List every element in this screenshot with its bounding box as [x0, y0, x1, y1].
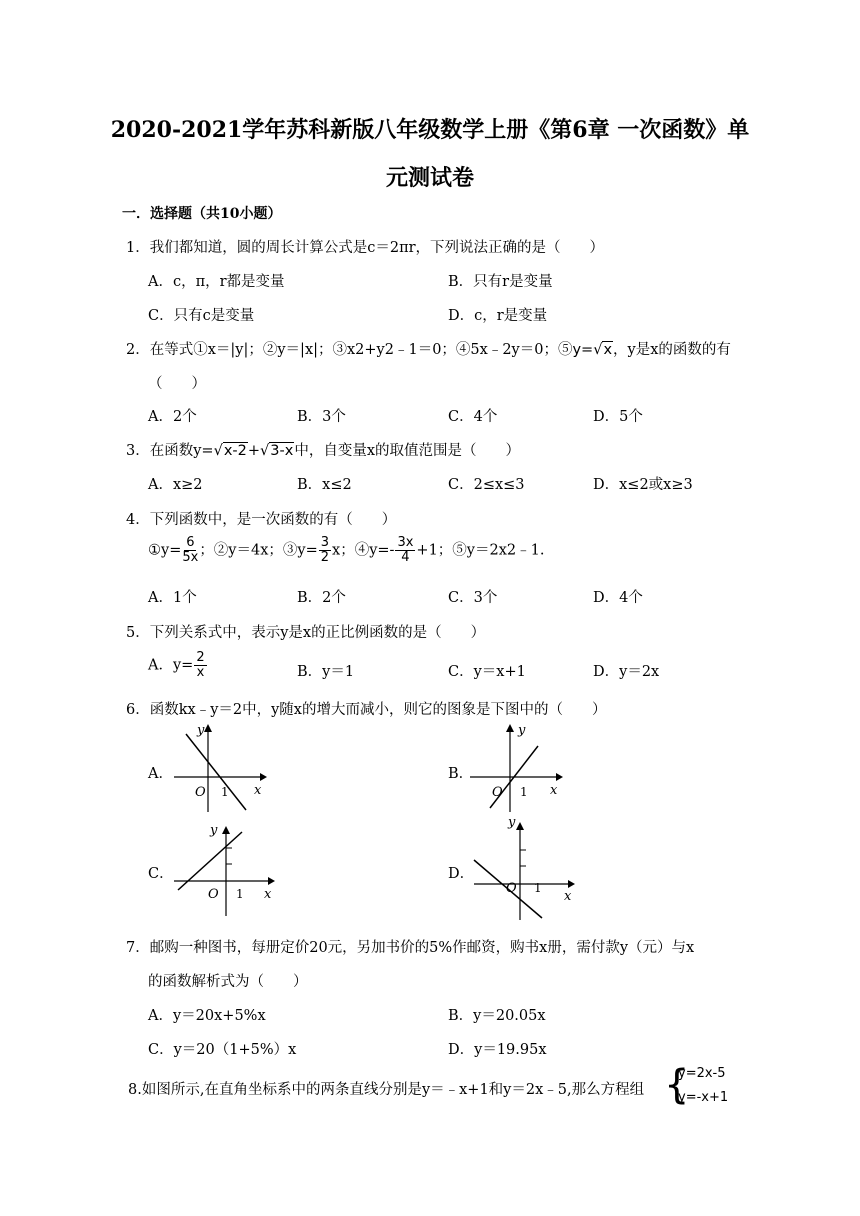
question-7-stem-line2: 的函数解析式为（ ）: [148, 974, 308, 990]
numerator: 2: [196, 650, 205, 665]
question-2-stem-part1: 2．在等式①x＝|y|；②y＝|x|；③x2+y2﹣1＝0；④5x﹣2y＝0；⑤: [126, 342, 573, 358]
question-4-option-a: A．1个: [148, 590, 197, 606]
page-title-line1: 2020-2021学年苏科新版八年级数学上册《第6章 一次函数》单: [110, 117, 750, 143]
option-a-prefix: A．y=: [148, 657, 194, 674]
equation-1: y=2x-5: [678, 1066, 726, 1081]
equation-2: y=-x+1: [678, 1090, 729, 1105]
denominator: 2: [320, 550, 330, 565]
question-3-stem-part1: 3．在函数y=: [126, 443, 214, 459]
formula-2: ；②y＝4x；③y=: [199, 542, 318, 559]
question-5-option-b: B．y＝1: [297, 664, 355, 680]
tick-label: 1: [236, 887, 244, 901]
origin-label: O: [195, 785, 206, 800]
question-1-option-a: A．c，π，r都是变量: [148, 274, 285, 290]
question-1-option-b: B．只有r是变量: [448, 274, 553, 290]
question-4-formulas: [148, 536, 544, 565]
question-2-option-d: D．5个: [593, 409, 643, 425]
question-6-graph-a: [172, 722, 267, 814]
question-2-stem-part2: ，y是x的函数的有: [613, 342, 731, 358]
sqrt-symbol-2: √3-x: [260, 443, 294, 459]
question-6-graph-d: [468, 812, 578, 922]
y-axis-label: y: [210, 823, 218, 838]
question-4-option-b: B．2个: [297, 590, 346, 606]
question-2-option-a: A．2个: [148, 409, 197, 425]
tick-label: 1: [221, 785, 229, 799]
formula-3-suffix: x；④y=-: [332, 542, 395, 559]
question-6-option-d-label: D．: [448, 866, 475, 882]
question-7-option-c: C．y＝20（1+5%）x: [148, 1042, 297, 1058]
tick-label: 1: [534, 881, 542, 895]
question-7-option-b: B．y＝20.05x: [448, 1008, 546, 1024]
fraction-3x-over-4: [395, 536, 415, 565]
y-axis-label: y: [518, 723, 526, 738]
formula-y-equals: y=: [572, 342, 594, 358]
denominator: x: [196, 665, 205, 680]
radicand: x: [603, 342, 613, 358]
x-axis-label: x: [564, 889, 572, 904]
sqrt-formula: [572, 342, 613, 358]
question-6-graph-b: [468, 722, 563, 814]
question-7-option-a: A．y＝20x+5%x: [148, 1008, 266, 1024]
question-2-option-c: C．4个: [448, 409, 498, 425]
plus-sign: +: [247, 443, 261, 459]
question-6-option-b-label: B．: [448, 766, 474, 782]
origin-label: O: [506, 881, 517, 896]
tick-label: 1: [520, 785, 528, 799]
question-3-option-c: C．2≤x≤3: [448, 477, 525, 493]
question-3-option-b: B．x≤2: [297, 477, 352, 493]
question-3-stem: [126, 439, 520, 460]
question-5-stem: 5．下列关系式中，表示y是x的正比例函数的是（ ）: [126, 625, 486, 641]
denominator: 5x: [182, 550, 199, 565]
numerator: 3: [320, 535, 330, 550]
question-2-option-b: B．3个: [297, 409, 346, 425]
question-1-option-c: C．只有c是变量: [148, 308, 255, 324]
sqrt-symbol: √x: [593, 342, 613, 358]
question-3-option-d: D．x≤2或x≥3: [593, 477, 693, 493]
fraction-3-over-2: [319, 536, 331, 565]
question-3-stem-part2: 中，自变量x的取值范围是（ ）: [294, 443, 521, 459]
brace-symbol: {: [664, 1062, 690, 1108]
question-6-option-a-label: A．: [148, 766, 173, 782]
question-2-stem: [126, 338, 731, 359]
question-6-option-c-label: C．: [148, 866, 174, 882]
formula-1-prefix: ①y=: [148, 542, 182, 559]
question-3-option-a: A．x≥2: [148, 477, 203, 493]
question-5-option-c: C．y＝x+1: [448, 664, 526, 680]
question-1-option-d: D．c，r是变量: [448, 308, 548, 324]
y-axis-label: y: [508, 815, 516, 830]
question-7-stem-line1: 7．邮购一种图书，每册定价20元，另加书价的5%作邮资，购书x册，需付款y（元）与x: [126, 940, 695, 956]
formula-4-suffix: +1；⑤y＝2x2﹣1.: [416, 542, 545, 559]
numerator: 6: [186, 535, 195, 550]
denominator: 4: [401, 550, 410, 565]
question-8-stem: 8.如图所示,在直角坐标系中的两条直线分别是y＝﹣x+1和y＝2x﹣5,那么方程组: [128, 1082, 645, 1098]
question-4-option-d: D．4个: [593, 590, 643, 606]
question-4-option-c: C．3个: [448, 590, 498, 606]
numerator: 3x: [397, 535, 414, 550]
y-axis-label: y: [197, 723, 205, 738]
question-5-option-d: D．y＝2x: [593, 664, 660, 680]
fraction-2-over-x: [194, 651, 206, 680]
radicand-1: x-2: [223, 443, 247, 459]
sqrt-symbol-1: √x-2: [213, 443, 247, 459]
x-axis-label: x: [254, 783, 262, 798]
section-heading: 一．选择题（共10小题）: [122, 206, 282, 222]
page-title-line2: 元测试卷: [385, 165, 474, 191]
question-6-graph-c: [172, 818, 277, 918]
question-7-option-d: D．y＝19.95x: [448, 1042, 547, 1058]
fraction-6-over-5x: [182, 536, 198, 565]
question-4-stem: 4．下列函数中，是一次函数的有（ ）: [126, 512, 397, 528]
x-axis-label: x: [550, 783, 558, 798]
question-1-stem: 1．我们都知道，圆的周长计算公式是c＝2πr，下列说法正确的是（ ）: [126, 240, 605, 256]
question-2-paren: （ ）: [148, 376, 206, 392]
radicand-2: 3-x: [270, 443, 294, 459]
origin-label: O: [208, 887, 219, 902]
x-axis-label: x: [264, 887, 272, 902]
origin-label: O: [492, 785, 503, 800]
question-6-stem: 6．函数kx﹣y＝2中，y随x的增大而减小，则它的图象是下图中的（ ）: [126, 702, 607, 718]
question-5-option-a: [148, 651, 208, 680]
